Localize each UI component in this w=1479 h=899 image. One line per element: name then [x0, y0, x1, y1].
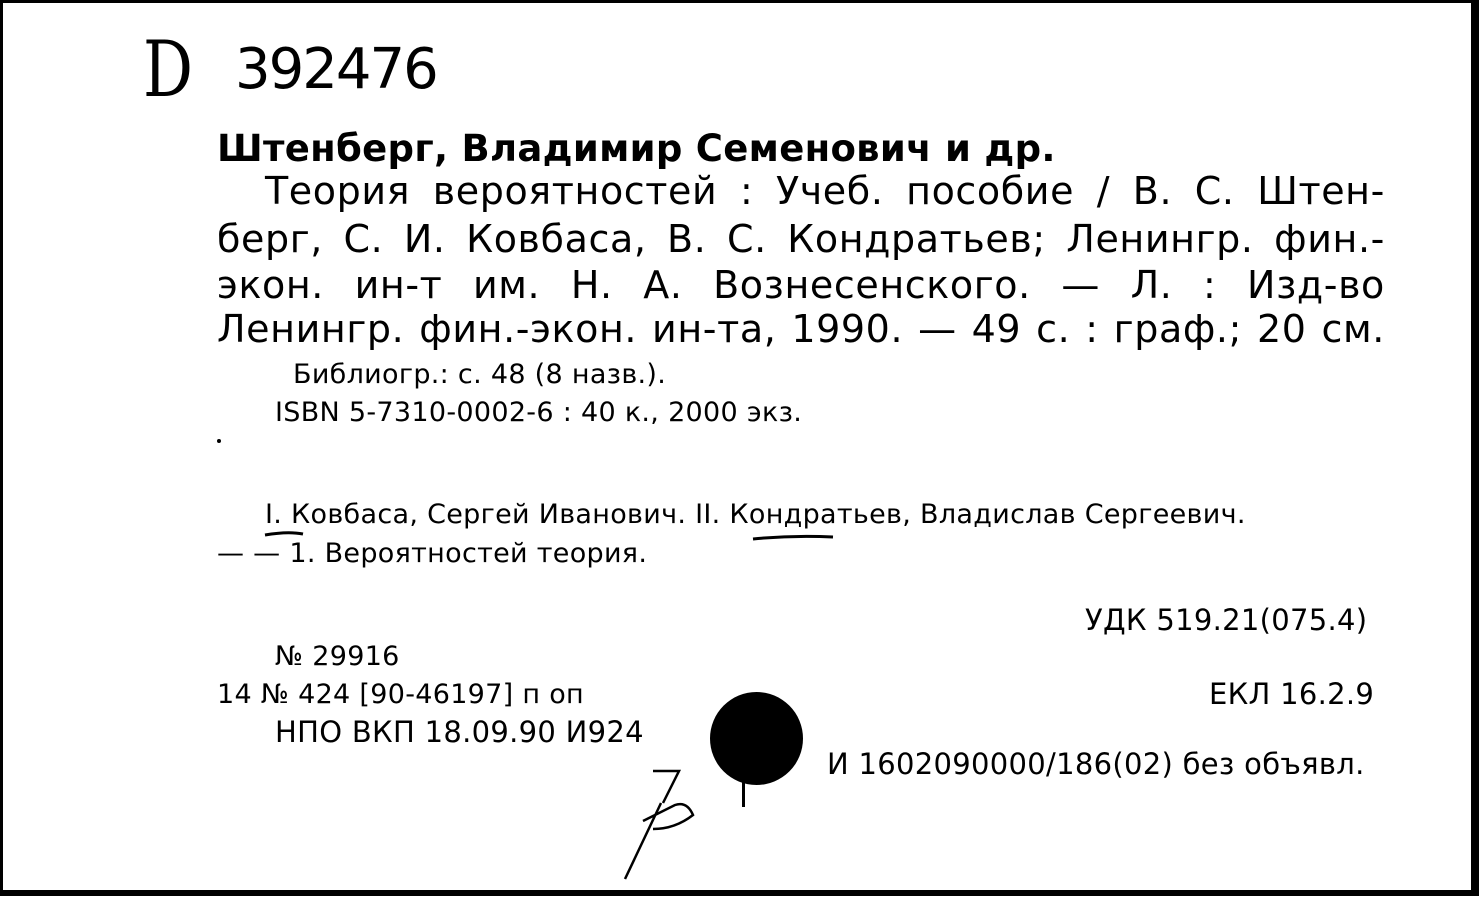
handwritten-numeral-mark: [625, 771, 693, 879]
word: Н.: [570, 263, 613, 307]
description-line-3: [217, 263, 1385, 307]
word: С.: [726, 217, 767, 261]
tracing-line-1: I. Ковбаса, Сергей Иванович. II. Кондратьев, Владислав Сергеевич.: [265, 499, 1246, 530]
word: Л.: [1130, 263, 1173, 307]
description-line-4: [217, 307, 1385, 351]
word: :: [1203, 263, 1217, 307]
underline-i-mark: [265, 533, 303, 535]
word: А.: [643, 263, 683, 307]
word: /: [1096, 169, 1111, 213]
word: С.: [343, 217, 384, 261]
underline-ii-mark: [753, 536, 833, 539]
word: ин-т: [354, 263, 443, 307]
ink-dot: [217, 439, 221, 443]
word: :: [739, 169, 754, 213]
udk-classification: УДК 519.21(075.4): [1085, 603, 1368, 637]
order-line: 14 № 424 [90-46197] п оп: [217, 679, 584, 710]
seal-tail: [742, 779, 745, 807]
word: 1990.: [791, 307, 904, 351]
price-code: И 1602090000/186(02) без объявл.: [827, 747, 1365, 781]
word: 20: [1256, 307, 1307, 351]
accession-number: 392476: [235, 37, 437, 102]
word: —: [1061, 263, 1100, 307]
word: 49: [971, 307, 1022, 351]
word: Ковбаса,: [466, 217, 647, 261]
word: И.: [403, 217, 446, 261]
word: В.: [1132, 169, 1173, 213]
word: см.: [1321, 307, 1385, 351]
tracing-line-2: — — 1. Вероятностей теория.: [217, 538, 648, 569]
word: фин.-экон.: [419, 307, 638, 351]
ekl-classification: ЕКЛ 16.2.9: [1209, 677, 1375, 711]
description-line-2: [217, 217, 1385, 261]
word: берг,: [217, 217, 323, 261]
word: им.: [472, 263, 541, 307]
word: вероятностей: [432, 169, 718, 213]
shelf-mark-handwritten: D: [143, 25, 194, 115]
word: Теория: [265, 169, 411, 213]
word: фин.-: [1274, 217, 1385, 261]
word: Изд-во: [1247, 263, 1385, 307]
word: ин-та,: [652, 307, 777, 351]
word: Учеб.: [776, 169, 884, 213]
word: Ленингр.: [1066, 217, 1254, 261]
word: Кондратьев;: [787, 217, 1046, 261]
word: граф.;: [1113, 307, 1242, 351]
author-heading: Штенберг, Владимир Семенович и др.: [217, 127, 1056, 170]
word: В.: [667, 217, 707, 261]
isbn-line: ISBN 5-7310-0002-6 : 40 к., 2000 экз.: [275, 397, 803, 428]
word: —: [918, 307, 957, 351]
bibliography-note: Библиогр.: с. 48 (8 назв.).: [293, 359, 667, 390]
word: Вознесенского.: [713, 263, 1031, 307]
word: Штен-: [1257, 169, 1385, 213]
publisher-line: НПО ВКП 18.09.90 И924: [275, 715, 644, 749]
word: с.: [1036, 307, 1071, 351]
word: С.: [1194, 169, 1235, 213]
record-number: № 29916: [275, 641, 400, 672]
word: :: [1085, 307, 1099, 351]
word: экон.: [217, 263, 324, 307]
word: пособие: [906, 169, 1075, 213]
word: Ленингр.: [217, 307, 405, 351]
seal-dot: [710, 692, 803, 785]
description-line-1: [265, 169, 1385, 213]
